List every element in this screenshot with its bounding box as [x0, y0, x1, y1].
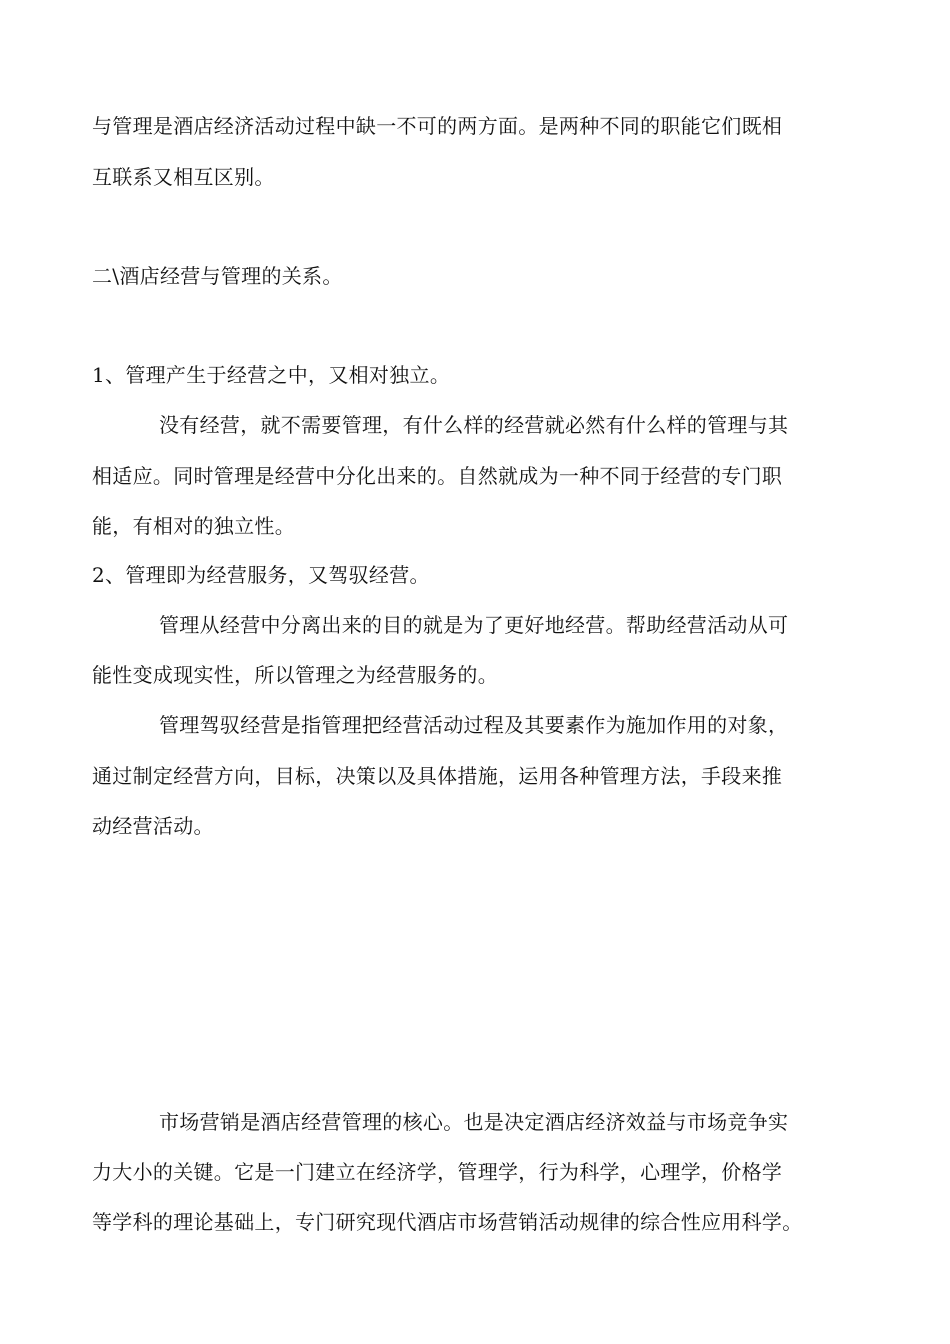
paragraph-line: 互联系又相互区别。 [92, 165, 275, 189]
paragraph-line: 力大小的关键。它是一门建立在经济学，管理学，行为科学，心理学，价格学 [92, 1160, 783, 1184]
paragraph-line: 管理驾驭经营是指管理把经营活动过程及其要素作为施加作用的对象， [159, 713, 789, 737]
paragraph-line: 动经营活动。 [92, 814, 214, 838]
paragraph-line: 管理从经营中分离出来的目的就是为了更好地经营。帮助经营活动从可 [159, 613, 789, 637]
list-item-heading: 1、管理产生于经营之中，又相对独立。 [92, 363, 451, 387]
paragraph-line: 与管理是酒店经济活动过程中缺一不可的两方面。是两种不同的职能它们既相 [92, 114, 783, 138]
section-heading: 二\酒店经营与管理的关系。 [92, 264, 343, 288]
paragraph-line: 通过制定经营方向，目标，决策以及具体措施，运用各种管理方法，手段来推 [92, 764, 783, 788]
list-item-heading: 2、管理即为经营服务，又驾驭经营。 [92, 563, 430, 587]
paragraph-line: 能，有相对的独立性。 [92, 514, 295, 538]
paragraph-line: 相适应。同时管理是经营中分化出来的。自然就成为一种不同于经营的专门职 [92, 464, 783, 488]
paragraph-line: 能性变成现实性，所以管理之为经营服务的。 [92, 663, 498, 687]
paragraph-line: 等学科的理论基础上，专门研究现代酒店市场营销活动规律的综合性应用科学。 [92, 1210, 803, 1234]
paragraph-line: 市场营销是酒店经营管理的核心。也是决定酒店经济效益与市场竞争实 [159, 1110, 789, 1134]
paragraph-line: 没有经营，就不需要管理，有什么样的经营就必然有什么样的管理与其 [159, 413, 789, 437]
